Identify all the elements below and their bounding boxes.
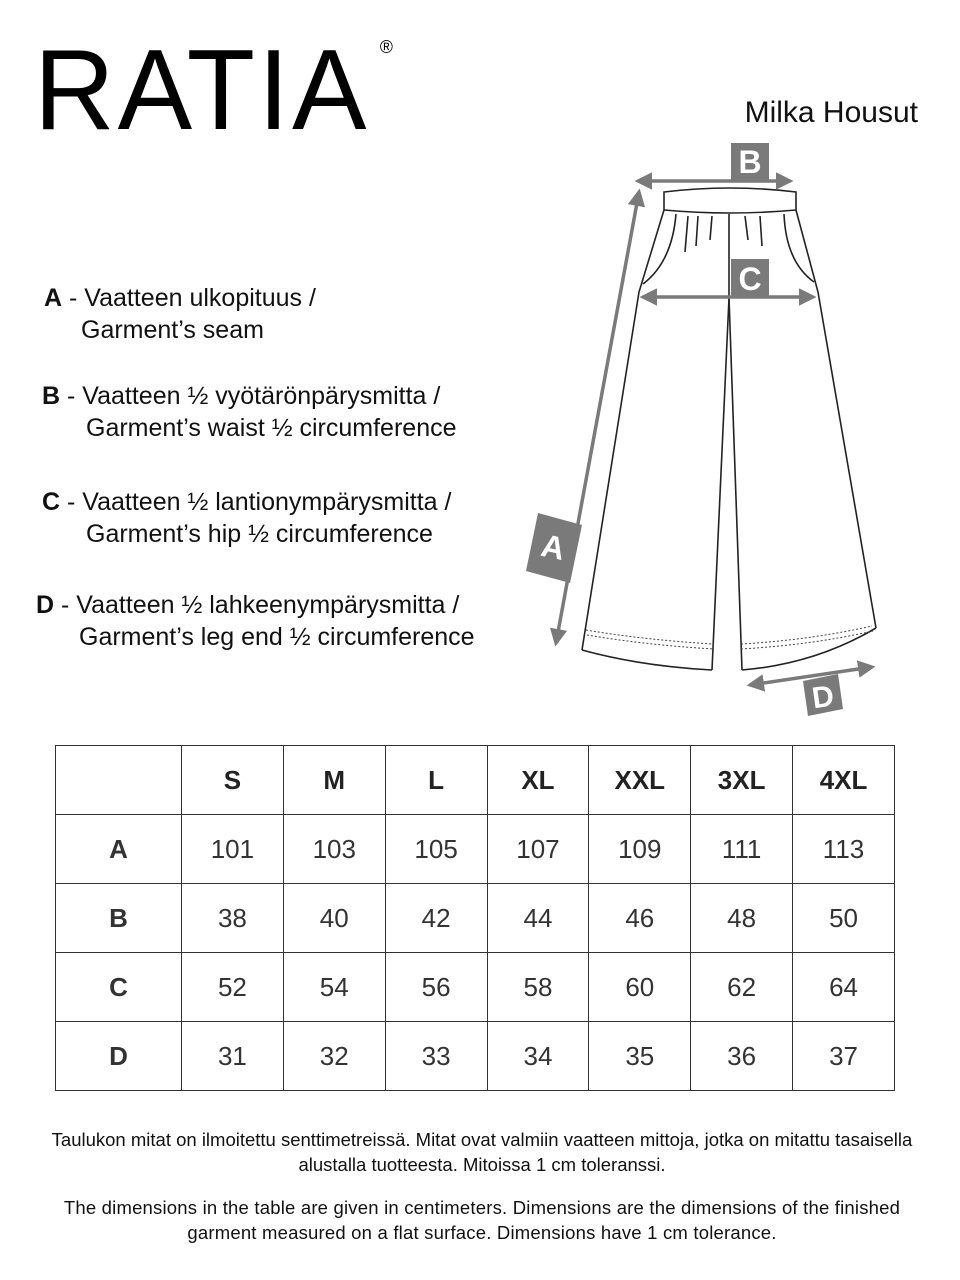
table-cell: 35 — [589, 1022, 691, 1091]
table-cell: 31 — [182, 1022, 284, 1091]
table-cell: 56 — [385, 953, 487, 1022]
table-cell: 58 — [487, 953, 589, 1022]
table-cell: 40 — [283, 884, 385, 953]
row-label: C — [56, 953, 182, 1022]
right-hem — [742, 628, 876, 670]
brand-name: RATIA — [34, 27, 370, 154]
table-corner-cell — [56, 746, 182, 815]
size-header: S — [182, 746, 284, 815]
label-d-text: D — [810, 679, 837, 716]
legend-letter: C — [42, 488, 61, 516]
table-row — [56, 815, 895, 884]
size-header: M — [283, 746, 385, 815]
legend-letter: A — [44, 284, 63, 312]
legend-en: Garment’s leg end ½ circumference — [79, 623, 475, 651]
label-box-d — [803, 674, 843, 716]
table-header-row — [56, 746, 895, 815]
size-table — [55, 745, 895, 1091]
waistband-shape — [664, 188, 796, 213]
legend-en: Garment’s seam — [81, 316, 264, 344]
table-cell: 48 — [691, 884, 793, 953]
table-cell: 42 — [385, 884, 487, 953]
table-row — [56, 884, 895, 953]
table-cell: 44 — [487, 884, 589, 953]
registered-mark: ® — [379, 37, 393, 57]
product-title: Milka Housut — [744, 96, 918, 129]
table-cell: 64 — [793, 953, 895, 1022]
legend-letter: D — [36, 591, 55, 619]
table-cell: 34 — [487, 1022, 589, 1091]
table-cell: 62 — [691, 953, 793, 1022]
table-cell: 46 — [589, 884, 691, 953]
label-a-text: A — [538, 527, 569, 568]
legend-fi: - Vaatteen ½ lantionympärysmitta / — [60, 488, 452, 516]
table-cell: 113 — [793, 815, 895, 884]
table-cell: 32 — [283, 1022, 385, 1091]
note-english: The dimensions in the table are given in centimeters. Dimensions are the dimensions of the finished garment measured on a flat surface. Dimensions have 1 cm tolerance. — [63, 1197, 901, 1243]
table-cell: 50 — [793, 884, 895, 953]
row-label: D — [56, 1022, 182, 1091]
size-header: 3XL — [691, 746, 793, 815]
table-cell: 33 — [385, 1022, 487, 1091]
label-box-a — [526, 513, 582, 583]
legend-fi: - Vaatteen ½ vyötärönpärysmitta / — [60, 382, 441, 410]
legend-en: Garment’s hip ½ circumference — [86, 520, 433, 548]
label-box-c — [731, 259, 769, 297]
right-leg-outer — [796, 210, 876, 628]
legend-fi: - Vaatteen ½ lahkeenympärysmitta / — [54, 591, 460, 619]
row-label: B — [56, 884, 182, 953]
table-cell: 111 — [691, 815, 793, 884]
legend-fi: - Vaatteen ulkopituus / — [62, 284, 316, 312]
table-cell: 103 — [283, 815, 385, 884]
right-leg-inner — [729, 298, 742, 670]
table-cell: 54 — [283, 953, 385, 1022]
legend-en: Garment’s waist ½ circumference — [86, 414, 457, 442]
label-b-text: B — [738, 144, 762, 180]
table-cell: 105 — [385, 815, 487, 884]
size-header: 4XL — [793, 746, 895, 815]
label-c-text: C — [738, 261, 762, 297]
pleat — [710, 216, 712, 240]
table-cell: 38 — [182, 884, 284, 953]
label-box-b — [731, 143, 769, 181]
left-hem — [582, 650, 712, 670]
note-finnish: Taulukon mitat on ilmoitettu senttimetreissä. Mitat ovat valmiin vaatteen mittoja, jotka on mitattu tasaisella alustalla tuotteesta. Mitoissa 1 cm toleranssi. — [51, 1129, 913, 1175]
pleat — [696, 216, 698, 246]
hem-stitching — [586, 626, 873, 649]
table-cell: 60 — [589, 953, 691, 1022]
left-leg-inner — [712, 298, 729, 670]
size-header: XL — [487, 746, 589, 815]
table-row — [56, 953, 895, 1022]
size-header: XXL — [589, 746, 691, 815]
table-cell: 37 — [793, 1022, 895, 1091]
table-cell: 107 — [487, 815, 589, 884]
pleat — [745, 216, 748, 240]
table-cell: 109 — [589, 815, 691, 884]
size-header: L — [385, 746, 487, 815]
pleat — [760, 216, 762, 246]
table-cell: 52 — [182, 953, 284, 1022]
table-row — [56, 1022, 895, 1091]
table-cell: 101 — [182, 815, 284, 884]
pleat — [685, 216, 688, 252]
row-label: A — [56, 815, 182, 884]
table-cell: 36 — [691, 1022, 793, 1091]
legend-letter: B — [42, 382, 61, 410]
